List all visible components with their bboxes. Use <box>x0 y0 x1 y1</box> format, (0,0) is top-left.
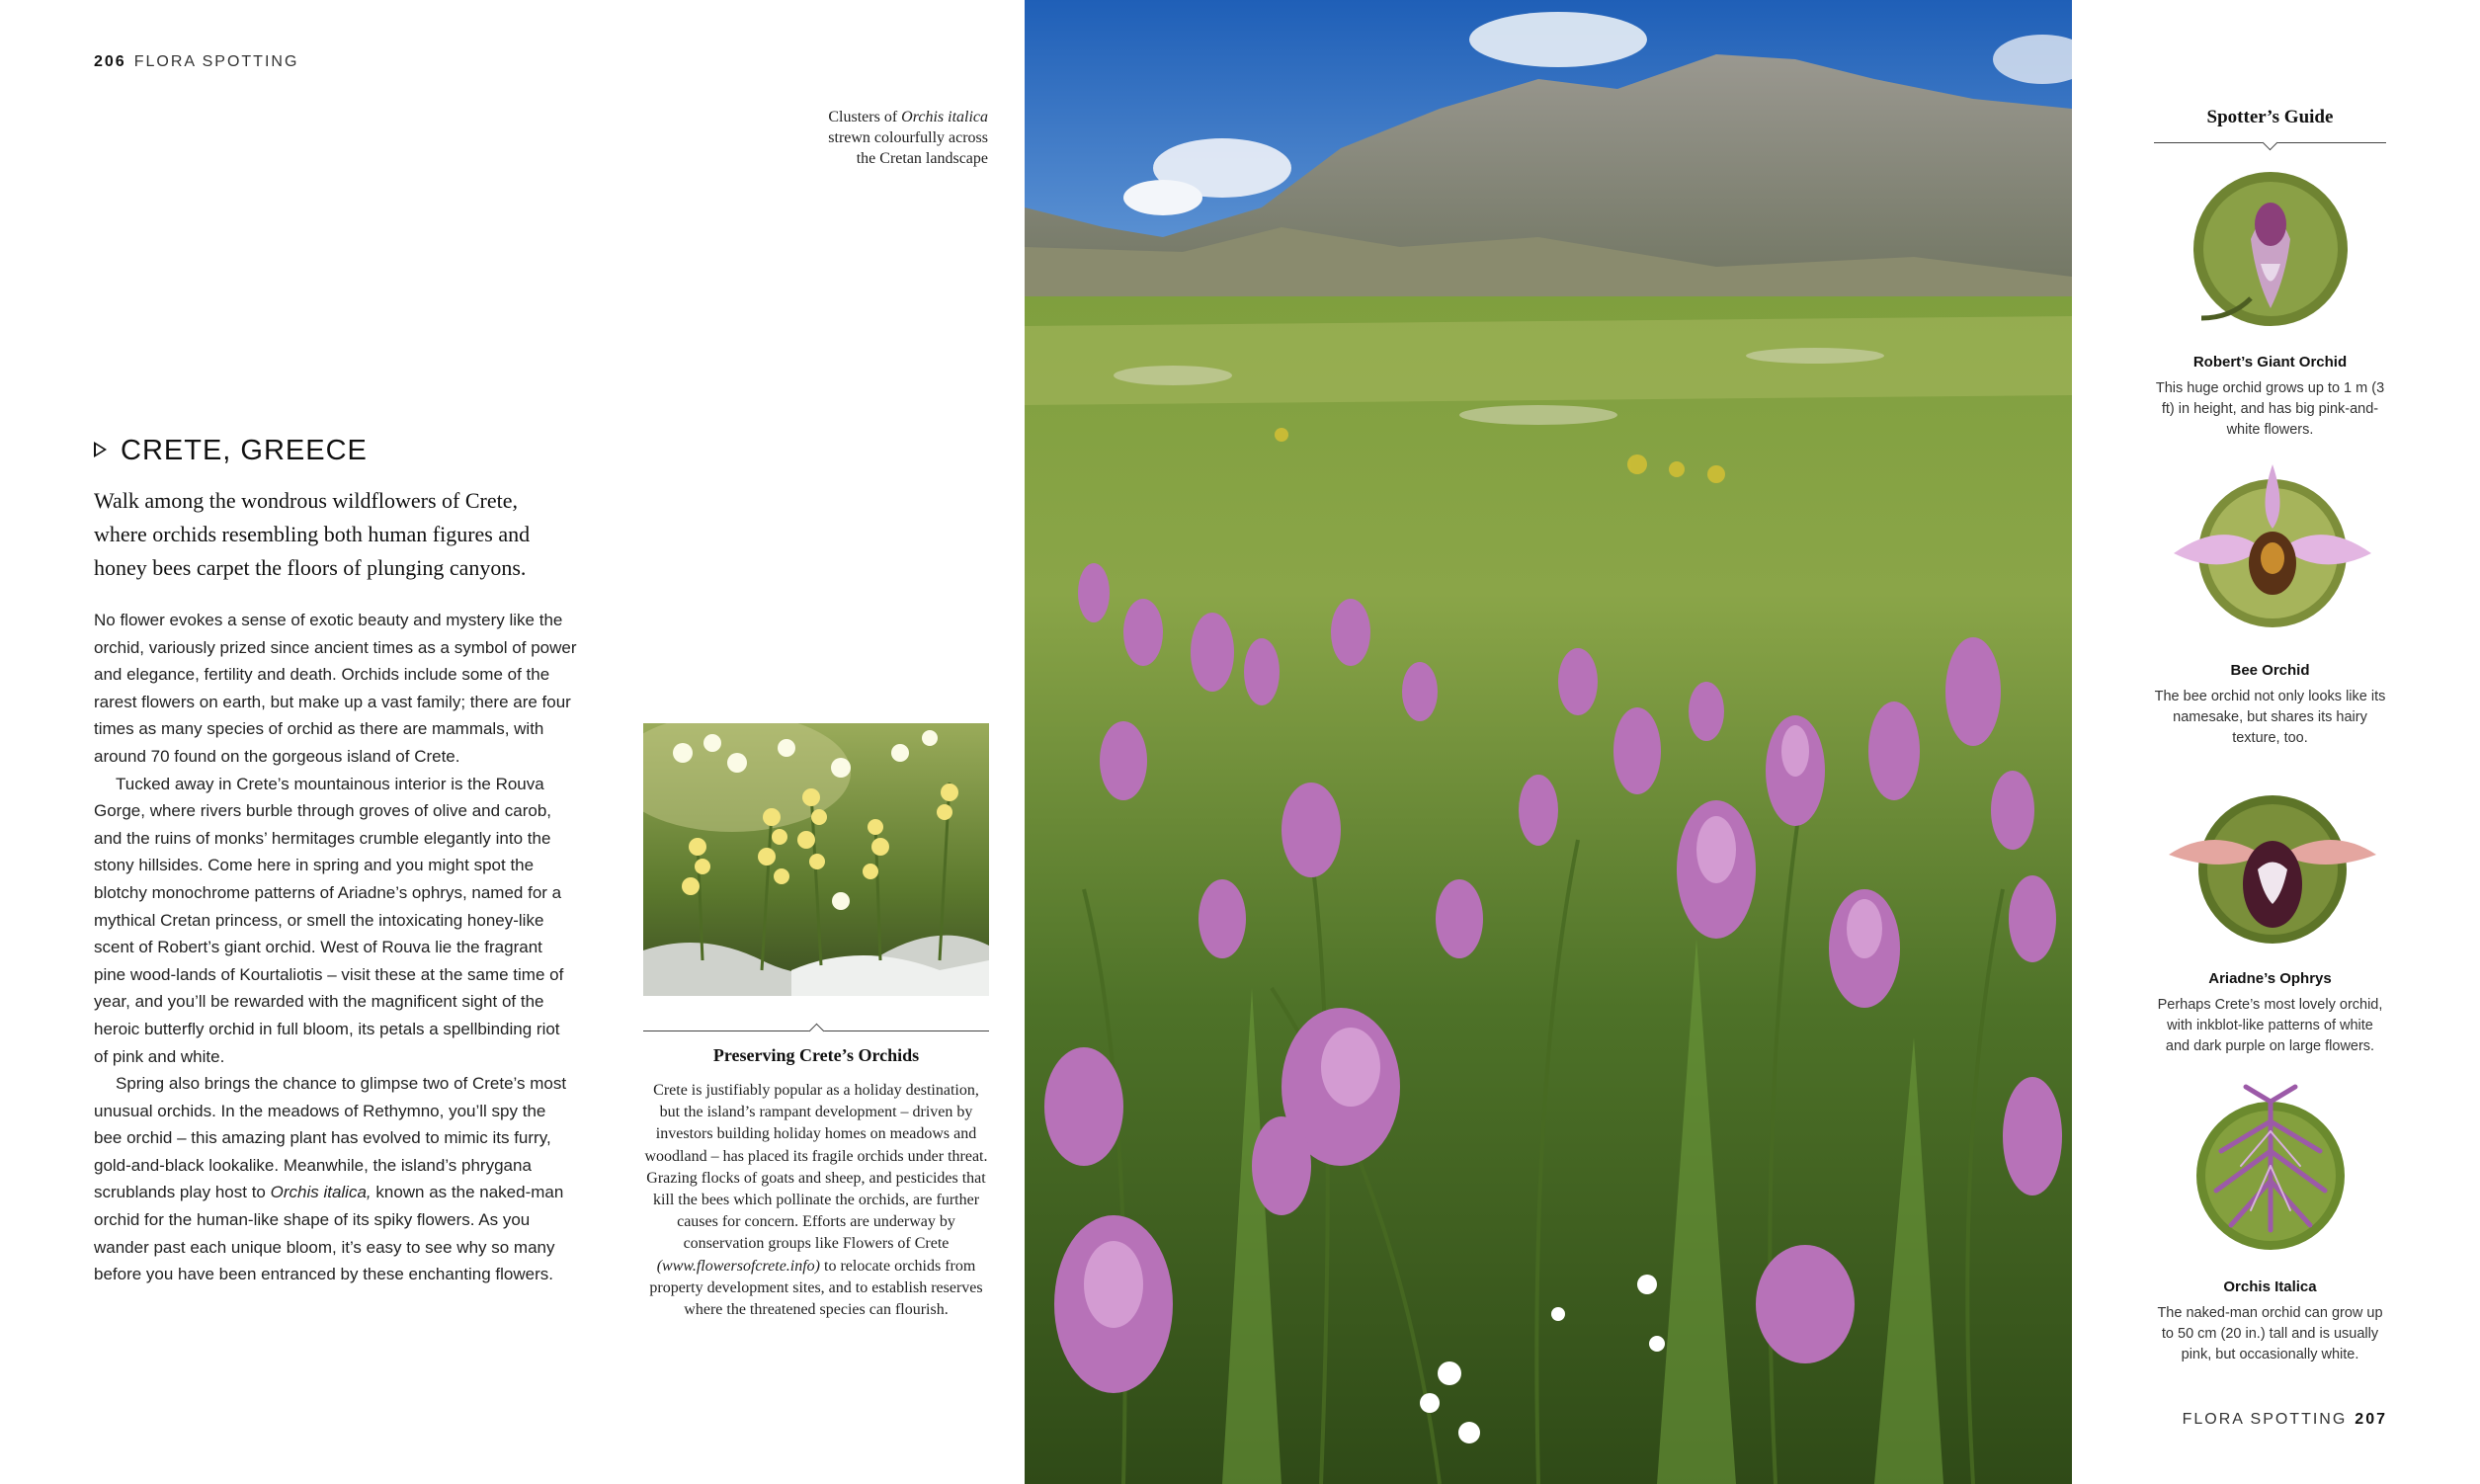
guide-notch <box>2263 135 2278 151</box>
landscape-photo <box>1025 0 2072 1484</box>
guide-item-text: The naked-man orchid can grow up to 50 cm (20 in.) tall and is usually pink, but occasionally white. <box>2157 1305 2383 1362</box>
running-head-right: FLORA SPOTTING <box>2182 1411 2348 1428</box>
paragraph: Spring also brings the chance to glimpse two of Crete’s most unusual orchids. In the meadows of Rethymno, you’ll spy the bee orchid – this amazing plant has evolved to mimic its furry, gold-and-black lookalike. Meanwhile, the island’s phrygana scrublands play host to Orchis italica, known as the naked-man orchid for the human-like shape of its spiky flowers. As you wander past each unique bloom, it’s easy to see why so many before you have been entranced by these enchanting flowers. <box>94 1074 567 1284</box>
standfirst: Walk among the wondrous wildflowers of Crete, where orchids resembling both human figures and honey bees carpet the floors of plunging canyons. <box>94 488 531 580</box>
guide-item-name: Bee Orchid <box>2230 662 2310 679</box>
page-number-left: 206 <box>94 53 126 70</box>
running-head-left: FLORA SPOTTING <box>133 53 299 70</box>
heading-text: CRETE, GREECE <box>121 435 368 466</box>
page-number-right: 207 <box>2355 1411 2387 1428</box>
article-body <box>94 607 578 1288</box>
caption-italic: Orchis italica <box>901 109 988 125</box>
guide-item-text: Perhaps Crete’s most lovely orchid, with inkblot-like patterns of white and dark purple on large flowers. <box>2157 997 2383 1054</box>
orchid-photo-small <box>643 723 989 996</box>
triangle-marker-icon <box>94 442 107 457</box>
section-heading <box>94 435 368 467</box>
caption-text: Clusters of <box>828 109 902 125</box>
box-notch <box>809 1024 825 1039</box>
caption-text: the Cretan landscape <box>856 150 988 167</box>
paragraph: Tucked away in Crete’s mountainous interior is the Rouva Gorge, where rivers burble through groves of olive and carob, and the ruins of monks’ hermitages crumble elegantly into the stony hillsides. Come here in spring and you might spot the blotchy monochrome patterns of Ariadne’s ophrys, named for a mythical Cretan princess, or smell the intoxicating honey-like scent of Robert’s giant orchid. West of Rouva lie the fragrant pine wood-lands of Kourtaliotis – visit these at the same time of year, and you’ll be rewarded with the magnificent sight of the heroic butterfly orchid in full bloom, its petals a spellbinding riot of pink and white. <box>94 774 564 1066</box>
folio-left <box>94 53 298 71</box>
guide-item-text: This huge orchid grows up to 1 m (3 ft) in height, and has big pink-and-white flowers. <box>2155 380 2385 438</box>
guide-title: Spotter’s Guide <box>2206 107 2334 127</box>
roberts-giant-orchid-image <box>2191 170 2350 328</box>
caption-text: strewn colourfully across <box>828 129 988 146</box>
guide-item-name: Robert’s Giant Orchid <box>2192 354 2348 371</box>
bee-orchid-image <box>2164 459 2381 637</box>
guide-item-name: Orchis Italica <box>2223 1278 2317 1295</box>
orchis-italica-image <box>2191 1082 2350 1255</box>
box-title: Preserving Crete’s Orchids <box>712 1045 920 1065</box>
folio-right <box>2183 1411 2387 1429</box>
paragraph: No flower evokes a sense of exotic beauty and mystery like the orchid, variously prized since ancient times as a symbol of power and elegance, fertility and death. Orchids include some of the rarest flowers on earth, but make up a vast family; there are four times as many species of orchid as there are mammals, with around 70 found on the gorgeous island of Crete. <box>94 611 577 766</box>
guide-item-name: Ariadne’s Ophrys <box>2208 970 2332 987</box>
ariadnes-ophrys-image <box>2164 785 2381 953</box>
guide-item-text: The bee orchid not only looks like its namesake, but shares its hairy texture, too. <box>2154 689 2386 746</box>
box-text: Crete is justifiably popular as a holiday destination, but the island’s rampant development – driven by investors building holiday homes on meadows and woodland – has placed its fragile orchids under threat. Grazing flocks of goats and sheep, and pesticides that kill the bees which pollinate the orchids, are further causes for concern. Efforts are underway by conservation groups like Flowers of Crete (www.flowersofcrete.info) to relocate orchids from property development sites, and to establish reserves where the threatened species can flourish. <box>644 1082 988 1319</box>
photo-caption <box>751 107 988 169</box>
